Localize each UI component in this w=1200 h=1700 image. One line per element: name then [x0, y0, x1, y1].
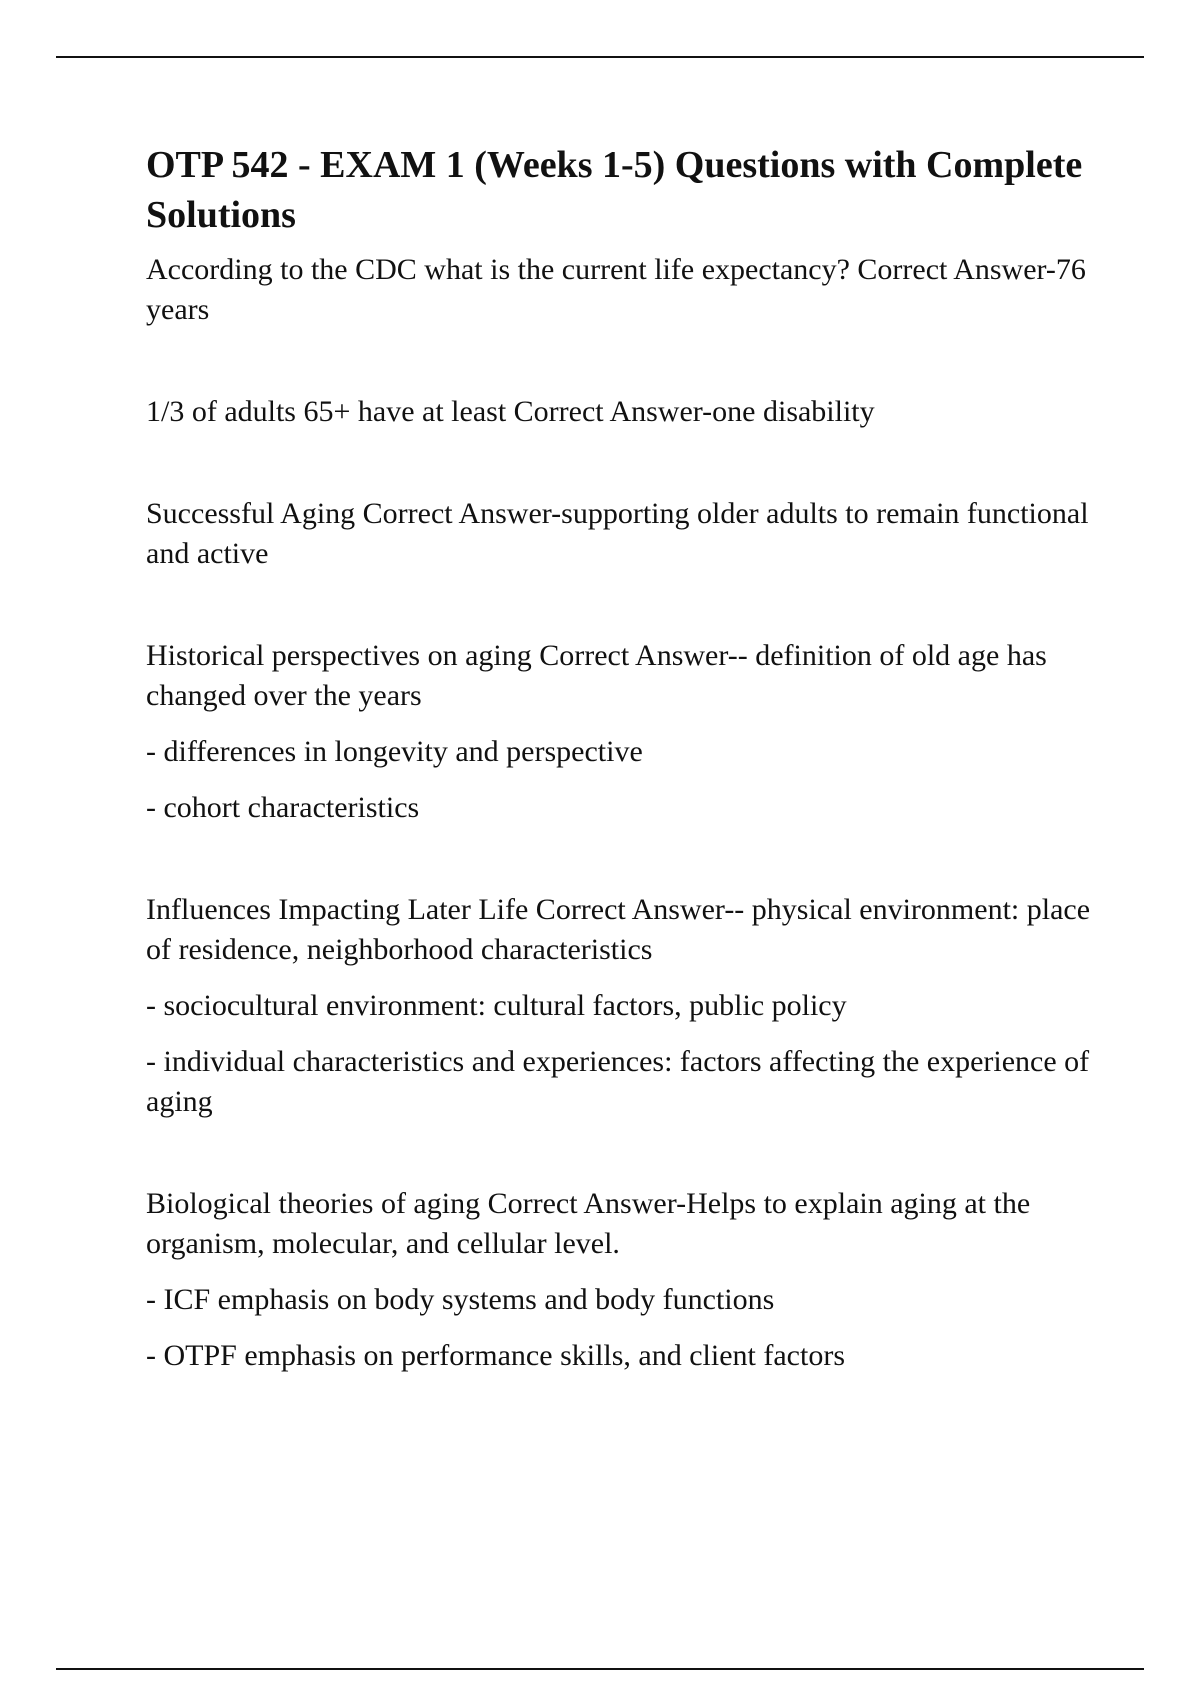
qa-line: 1/3 of adults 65+ have at least Correct Answer-one disability — [146, 395, 875, 428]
qa-bullet: - ICF emphasis on body systems and body functions — [146, 1283, 775, 1316]
qa-line: Influences Impacting Later Life Correct Answer-- physical environment: place of residence, neighborhood characteristics — [146, 893, 1091, 966]
document-title: OTP 542 - EXAM 1 (Weeks 1-5) Questions with Complete Solutions — [146, 144, 1083, 236]
qa-bullet: - differences in longevity and perspective — [146, 735, 643, 768]
qa-line: According to the CDC what is the current life expectancy? Correct Answer-76 years — [146, 253, 1086, 326]
qa-entry-successful-aging — [146, 494, 1096, 574]
qa-bullet: - cohort characteristics — [146, 791, 420, 824]
qa-entry-life-expectancy — [146, 250, 1096, 330]
header-rule — [56, 56, 1144, 58]
qa-bullet: - sociocultural environment: cultural factors, public policy — [146, 989, 847, 1022]
qa-bullet: - OTPF emphasis on performance skills, and client factors — [146, 1339, 845, 1372]
footer-rule — [56, 1668, 1144, 1670]
qa-entry-historical-perspectives — [146, 636, 1096, 828]
qa-bullet: - individual characteristics and experiences: factors affecting the experience of aging — [146, 1045, 1090, 1118]
qa-entry-influences-later-life — [146, 890, 1096, 1122]
qa-line: Historical perspectives on aging Correct Answer-- definition of old age has changed over the years — [146, 639, 1047, 712]
qa-line: Successful Aging Correct Answer-supporting older adults to remain functional and active — [146, 497, 1089, 570]
qa-line: Biological theories of aging Correct Answer-Helps to explain aging at the organism, molecular, and cellular level. — [146, 1187, 1031, 1260]
qa-entry-disability — [146, 392, 1096, 432]
document-body — [146, 140, 1096, 1392]
qa-entry-biological-theories — [146, 1184, 1096, 1376]
